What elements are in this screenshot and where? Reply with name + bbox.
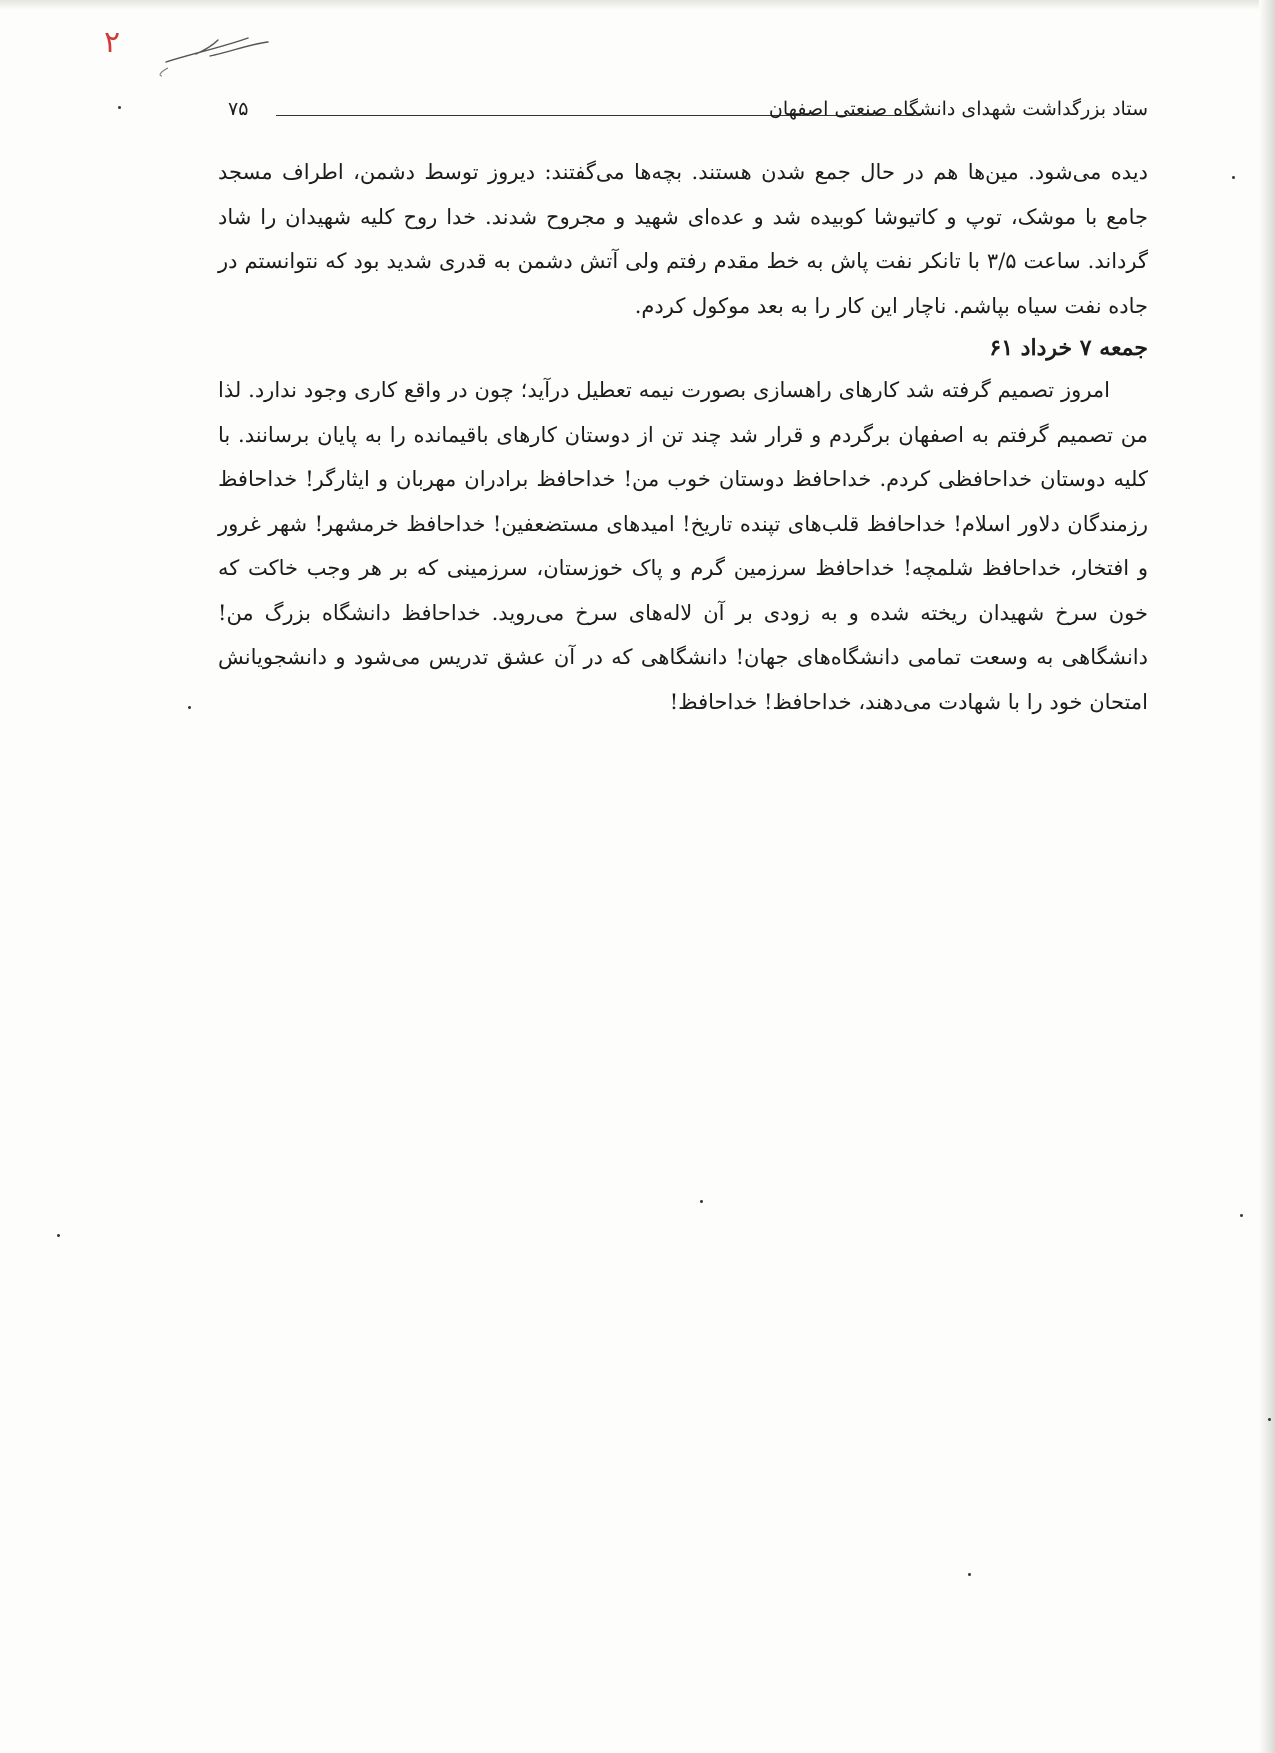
scan-speck — [118, 106, 121, 109]
scan-speck — [188, 706, 191, 709]
scan-speck — [57, 1234, 60, 1237]
scan-edge-top — [0, 0, 1275, 10]
pen-tick-mark — [160, 68, 168, 76]
paragraph-continued: دیده می‌شود. مین‌ها هم در حال جمع شدن هستند. بچه‌ها می‌گفتند: دیروز توسط دشمن، اطراف مسجد جامع با موشک، توپ و کاتیوشا کوبیده شد و عده‌ای شهید و مجروح شدند. خدا روح کلیه شهیدان را شاد گرداند. ساعت ۳/۵ با تانکر نفت پاش به خط مقدم رفتم ولی آتش دشمن به قدری شدید بود که نتوانستم در جاده نفت سیاه بپاشم. ناچار این کار را به بعد موکول کردم. — [218, 160, 1148, 318]
page-body — [218, 150, 1148, 724]
handwritten-marginalia — [100, 24, 290, 84]
scan-edge-right — [1259, 0, 1275, 1753]
scan-speck — [1268, 1418, 1271, 1421]
scan-speck — [968, 1573, 971, 1576]
pen-signature-mark — [166, 38, 268, 62]
scan-speck — [700, 1200, 703, 1203]
paragraph-farewell: امروز تصمیم گرفته شد کارهای راهسازی بصورت نیمه تعطیل درآید؛ چون در واقع کاری وجود ندارد. لذا من تصمیم گرفتم به اصفهان برگردم و قرار شد چند تن از دوستان کارهای باقیمانده را به پایان برسانند. با کلیه دوستان خداحافظی کردم. خداحافظ دوستان خوب من! خداحافظ برادران مهربان و ایثارگر! خداحافظ رزمندگان دلاور اسلام! خداحافظ قلب‌های تپنده تاریخ! امیدهای مستضعفین! خداحافظ خرمشهر! شهر غرور و افتخار، خداحافظ شلمچه! خداحافظ سرزمین گرم و پاک خوزستان، سرزمینی که بر هر وجب خاکت که خون سرخ شهیدان ریخته شده و به زودی بر آن لاله‌های سرخ می‌روید. خداحافظ دانشگاه بزرگ من! دانشگاهی به وسعت تمامی دانشگاه‌های جهان! دانشگاهی که در آن عشق تدریس می‌شود و دانشجویانش امتحان خود را با شهادت می‌دهند، خداحافظ! خداحافظ! — [218, 378, 1148, 714]
diary-entry-heading: جمعه ۷ خرداد ۶۱ — [989, 335, 1148, 361]
page-number: ۷۵ — [228, 98, 249, 120]
running-header — [218, 98, 1148, 128]
scan-speck — [1240, 1214, 1243, 1217]
scan-speck — [1232, 176, 1235, 179]
header-title: ستاد بزرگداشت شهدای دانشگاه صنعتی اصفهان — [768, 98, 1148, 120]
red-ink-mark: ۲ — [104, 25, 121, 60]
